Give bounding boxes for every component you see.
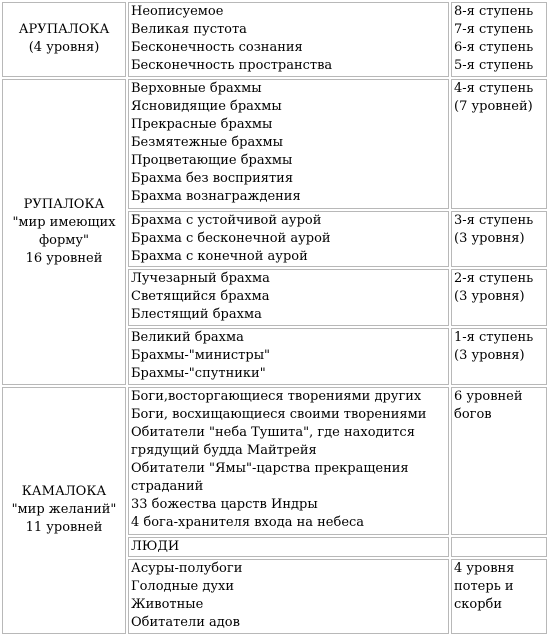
heaven-item: Обитатели "Ямы"-царства прекращения [131,460,409,476]
heaven-item: Бесконечность пространства [131,58,333,73]
level-item: 2-я ступень [454,271,534,287]
level-item: (3 уровня) [454,289,525,305]
heaven-item: Блестящий брахма [131,307,262,323]
realm-count: (4 уровня) [28,40,100,56]
heavens-cell [128,537,449,557]
heaven-item: Брахма с конечной аурой [131,248,308,264]
heaven-item: страданий [131,478,204,494]
realm-count: 11 уровней [25,520,103,536]
level-item: 7-я ступень [454,22,534,37]
level-cell [451,328,547,385]
realm-description: "мир имеющих [12,214,116,230]
heavens-cell [128,328,449,385]
heaven-item: Великий брахма [131,330,244,346]
heavens-cell [128,559,449,634]
realm-description: "мир желаний" [11,502,117,518]
heaven-item: Прекрасные брахмы [131,116,273,132]
level-cell [451,2,547,77]
level-item: 4-я ступень [454,80,534,96]
heaven-item: Обитатели "неба Тушита", где находится [131,424,415,440]
heaven-item: Брахма вознаграждения [131,188,301,204]
heaven-item: Безмятежные брахмы [131,134,284,150]
level-item: (3 уровня) [454,230,525,246]
heavens-cell [128,387,449,535]
heaven-item: Процветающие брахмы [131,152,293,168]
heaven-item: Брахмы-"спутники" [131,366,266,382]
heavens-cell [128,269,449,326]
level-cell [451,211,547,268]
heaven-item: грядущий будда Майтрейя [131,442,317,458]
heaven-item: Ясновидящие брахмы [131,98,282,114]
level-cell [451,559,547,634]
realm-rupaloka-cell [2,79,126,385]
heavens-cell [128,2,449,77]
heaven-item: Брахмы-"министры" [131,348,271,364]
table-row [2,2,547,77]
level-cell [451,79,547,209]
level-item: богов [454,406,492,422]
level-item: 3-я ступень [454,212,534,228]
heaven-item: Брахма без восприятия [131,170,294,186]
table-row [2,79,547,209]
heaven-item: Великая пустота [131,22,247,37]
realm-name: КАМАЛОКА [21,484,107,500]
level-item: 4 уровня [454,561,515,576]
heaven-item: Боги, восхищающиеся своими творениями [131,406,427,422]
level-item: скорби [454,597,503,612]
heaven-item: Боги,восторгающиеся творениями других [131,388,422,404]
level-item: 1-я ступень [454,330,534,346]
heaven-item: 4 бога-хранителя входа на небеса [131,514,365,530]
heaven-item: ЛЮДИ [131,538,180,554]
heaven-item: Лучезарный брахма [131,271,270,287]
heaven-item: Обитатели адов [131,615,240,630]
heaven-item: Асуры-полубоги [131,561,243,576]
level-item: 8-я ступень [454,4,534,19]
heaven-item: Бесконечность сознания [131,40,303,55]
heaven-item: Животные [131,597,204,612]
table-row [2,387,547,535]
heavens-cell [128,79,449,209]
heaven-item: Верховные брахмы [131,80,262,96]
realm-kamaloka-cell [2,387,126,634]
level-item: 5-я ступень [454,58,534,73]
level-item: потерь и [454,579,514,594]
level-cell [451,387,547,535]
heaven-item: Неописуемое [131,4,224,19]
heaven-item: 33 божества царств Индры [131,496,318,512]
realm-description: форму" [38,232,90,248]
realm-name: РУПАЛОКА [23,196,105,212]
realm-arupaloka-cell [2,2,126,77]
level-cell [451,537,547,557]
realm-name: АРУПАЛОКА [18,22,110,38]
heavens-cell [128,211,449,268]
level-item: 6-я ступень [454,40,534,55]
level-cell [451,269,547,326]
heaven-item: Светящийся брахма [131,289,270,305]
heaven-item: Брахма с бесконечной аурой [131,230,331,246]
realm-count: 16 уровней [25,250,103,266]
heaven-item: Брахма с устойчивой аурой [131,212,322,228]
heaven-item: Голодные духи [131,579,235,594]
level-item: (3 уровня) [454,348,525,364]
level-item: (7 уровней) [454,98,533,114]
level-item: 6 уровней [454,388,523,404]
